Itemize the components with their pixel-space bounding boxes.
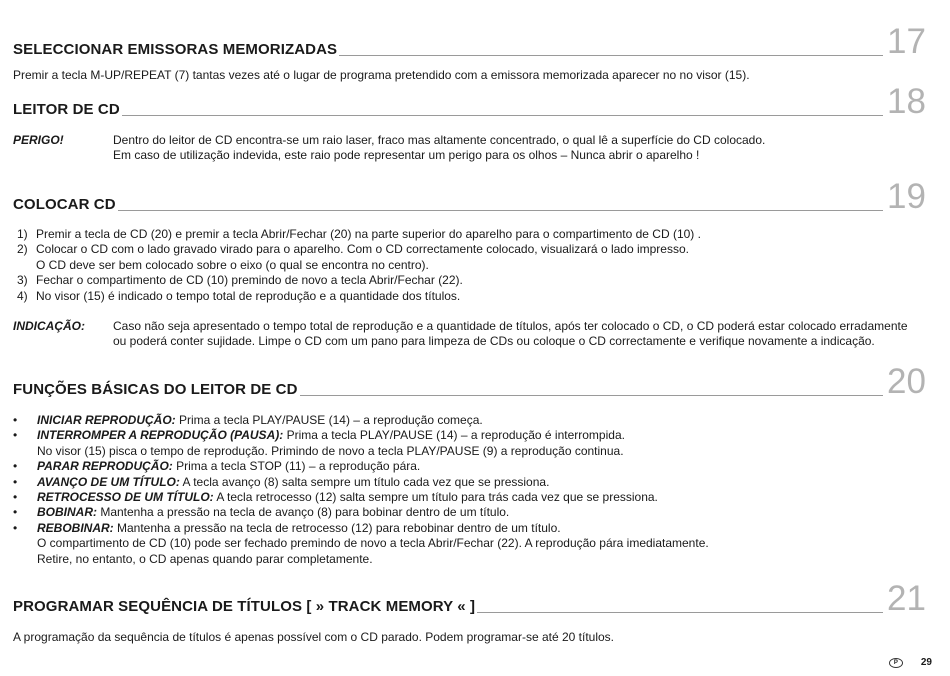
- list-item: [17, 289, 701, 304]
- step-number: [17, 258, 36, 273]
- divider-line: [118, 210, 883, 211]
- list-item: [13, 490, 709, 505]
- bullet: •: [13, 428, 18, 443]
- list-item: [13, 552, 709, 567]
- section-17-text: Premir a tecla M-UP/REPEAT (7) tantas vezes até o lugar de programa pretendido com a emissora memorizada aparecer no no visor (15).: [13, 68, 750, 82]
- function-name: BOBINAR:: [37, 505, 97, 520]
- bullet: •: [13, 520, 18, 535]
- list-item: [13, 413, 709, 428]
- step-number: 3): [17, 273, 28, 288]
- list-item: [13, 459, 709, 474]
- list-item: [13, 521, 709, 536]
- section-17-header: [13, 18, 926, 61]
- section-number: 18: [887, 82, 926, 121]
- section-19-header: [13, 173, 926, 216]
- step-text: O CD deve ser bem colocado sobre o eixo (o qual se encontra no centro).: [36, 257, 429, 272]
- note-text-line-1: Caso não seja apresentado o tempo total de reprodução e a quantidade de títulos, após ter colocado o CD, o CD poderá estar colocado erradamente: [113, 319, 908, 333]
- function-name: REBOBINAR:: [37, 520, 114, 535]
- function-desc: Mantenha a pressão na tecla de retrocesso (12) para rebobinar dentro de um título.: [113, 520, 561, 535]
- list-item: [17, 227, 701, 242]
- divider-line: [477, 612, 883, 613]
- step-text: Colocar o CD com o lado gravado virado para o aparelho. Com o CD correctamente colocado, visualizará o lado impresso.: [36, 242, 689, 257]
- list-item: [13, 505, 709, 520]
- section-21-header: [13, 575, 926, 618]
- section-number: 21: [887, 579, 926, 618]
- section-18-header: [13, 78, 926, 121]
- function-desc: Prima a tecla STOP (11) – a reprodução pára.: [172, 459, 421, 474]
- function-desc: No visor (15) pisca o tempo de reprodução. Primindo de novo a tecla PLAY/PAUSE (9) a reprodução continua.: [37, 443, 624, 458]
- section-title: SELECCIONAR EMISSORAS MEMORIZADAS: [13, 41, 338, 58]
- bullet: •: [13, 490, 18, 505]
- section-title: COLOCAR CD: [13, 196, 116, 213]
- step-number: 1): [17, 227, 28, 241]
- list-item: [17, 258, 701, 273]
- divider-line: [300, 395, 883, 396]
- section-title: PROGRAMAR SEQUÊNCIA DE TÍTULOS [ » TRACK MEMORY « ]: [13, 598, 476, 615]
- section-number: 20: [887, 362, 926, 401]
- section-20-header: [13, 358, 926, 401]
- steps-list: [17, 227, 701, 304]
- function-name: INICIAR REPRODUÇÃO:: [37, 413, 176, 427]
- section-number: 19: [887, 177, 926, 216]
- section-title: FUNÇÕES BÁSICAS DO LEITOR DE CD: [13, 381, 298, 398]
- list-item: [17, 242, 701, 257]
- step-text: Premir a tecla de CD (20) e premir a tecla Abrir/Fechar (20) na parte superior do aparelho para o compartimento de CD (10) .: [36, 227, 701, 241]
- function-desc: Retire, no entanto, o CD apenas quando parar completamente.: [37, 551, 373, 566]
- list-item: [13, 444, 709, 459]
- function-name: RETROCESSO DE UM TÍTULO:: [37, 490, 214, 505]
- page-footer: [889, 657, 932, 668]
- note-text-line-2: ou poderá conter sujidade. Limpe o CD com um pano para limpeza de CDs ou coloque o CD correctamente e verifique novamente a indicação.: [113, 334, 875, 348]
- function-desc: Prima a tecla PLAY/PAUSE (14) – a reprodução é interrompida.: [283, 428, 625, 443]
- function-desc: A tecla avanço (8) salta sempre um título cada vez que se pressiona.: [179, 474, 550, 489]
- function-name: INTERROMPER A REPRODUÇÃO (PAUSA):: [37, 428, 284, 443]
- bullet: [13, 444, 37, 459]
- section-title: LEITOR DE CD: [13, 101, 120, 118]
- warning-text-line-2: Em caso de utilização indevida, este raio pode representar um perigo para os olhos – Nunca abrir o aparelho !: [113, 148, 700, 162]
- function-name: PARAR REPRODUÇÃO:: [37, 459, 173, 474]
- function-desc: A tecla retrocesso (12) salta sempre um título para trás cada vez que se pressiona.: [213, 490, 658, 505]
- bullet: •: [13, 474, 18, 489]
- step-text: No visor (15) é indicado o tempo total de reprodução e a quantidade dos títulos.: [36, 288, 461, 303]
- page-number: 29: [920, 657, 932, 668]
- step-number: 4): [17, 288, 28, 303]
- function-desc: Prima a tecla PLAY/PAUSE (14) – a reprodução começa.: [175, 413, 483, 427]
- section-21-text: A programação da sequência de títulos é apenas possível com o CD parado. Podem programar-se até 20 títulos.: [13, 630, 615, 644]
- note-label: INDICAÇÃO:: [13, 319, 85, 333]
- functions-list: [13, 413, 709, 567]
- bullet: •: [13, 505, 18, 520]
- function-desc: O compartimento de CD (10) pode ser fechado premindo de novo a tecla Abrir/Fechar (22). A reprodução pára imediatamente.: [37, 536, 709, 551]
- language-badge-icon: P: [889, 658, 903, 668]
- bullet: •: [13, 413, 18, 427]
- step-number: 2): [17, 242, 28, 257]
- list-item: [13, 475, 709, 490]
- list-item: [17, 273, 701, 288]
- warning-text-line-1: Dentro do leitor de CD encontra-se um raio laser, fraco mas altamente concentrado, o qual lê a superfície do CD colocado.: [113, 133, 766, 147]
- step-text: Fechar o compartimento de CD (10) premindo de novo a tecla Abrir/Fechar (22).: [36, 273, 463, 288]
- bullet: [13, 536, 37, 551]
- bullet: [13, 552, 37, 567]
- divider-line: [122, 115, 883, 116]
- list-item: [13, 536, 709, 551]
- bullet: •: [13, 459, 18, 474]
- list-item: [13, 428, 709, 443]
- divider-line: [339, 55, 883, 56]
- function-desc: Mantenha a pressão na tecla de avanço (8) para bobinar dentro de um título.: [97, 505, 510, 520]
- warning-label: PERIGO!: [13, 133, 64, 147]
- function-name: AVANÇO DE UM TÍTULO:: [37, 474, 180, 489]
- section-number: 17: [887, 22, 926, 61]
